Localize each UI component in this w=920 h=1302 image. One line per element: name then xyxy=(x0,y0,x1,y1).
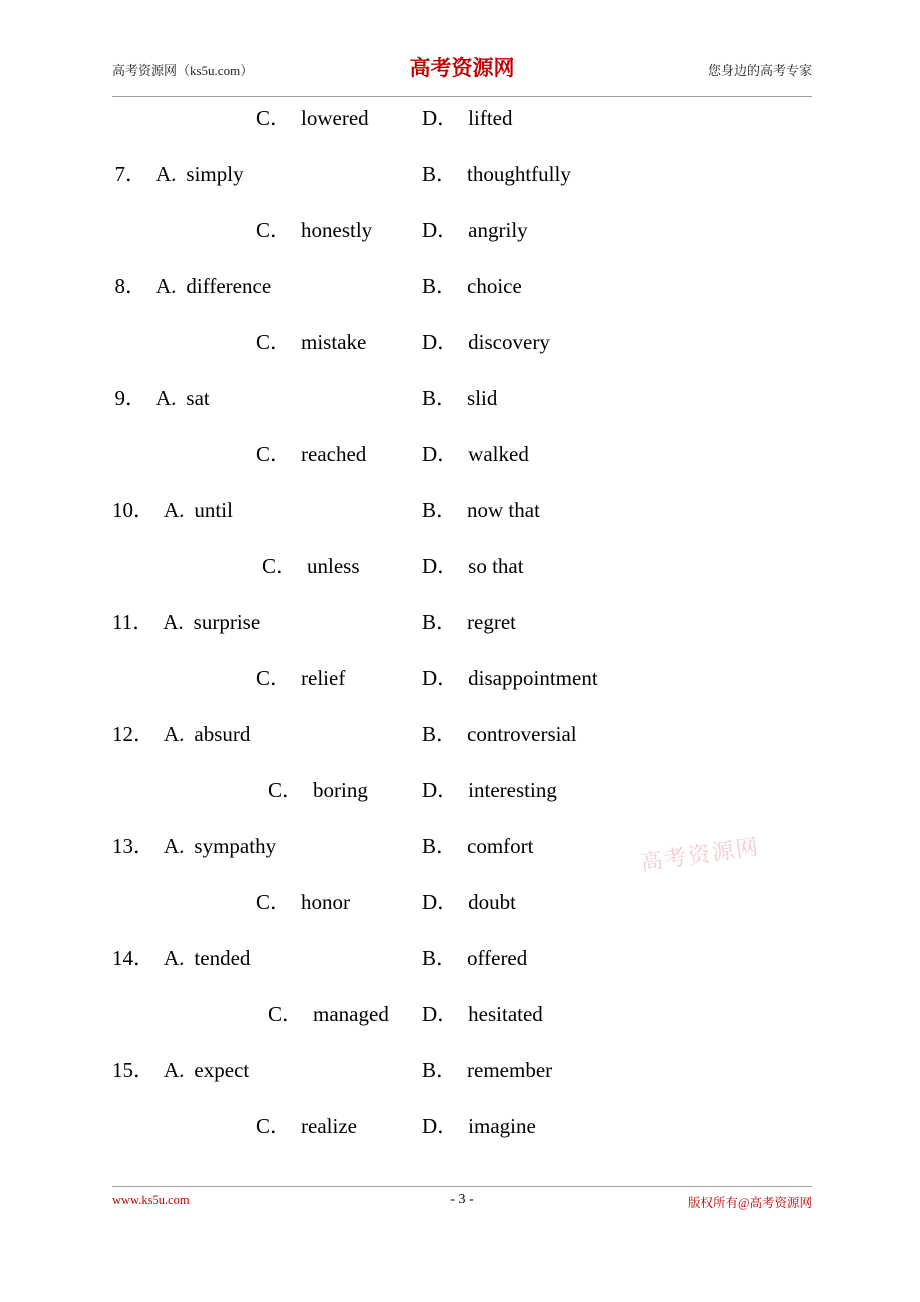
option-cell-right xyxy=(422,720,577,748)
option-cell-left xyxy=(224,776,368,804)
option-cell-left xyxy=(212,664,345,692)
option-letter: D． xyxy=(422,778,459,802)
option-cell-right xyxy=(422,664,598,692)
option-cell-right xyxy=(422,552,524,580)
header-site-name: 高考资源网（ks5u.com） xyxy=(112,63,254,78)
option-letter: B． xyxy=(422,386,458,410)
option-letter: B． xyxy=(422,162,458,186)
option-letter: B． xyxy=(422,274,458,298)
option-cell-left xyxy=(212,1112,357,1140)
option-text: imagine xyxy=(468,1114,536,1138)
footer-copyright: 版权所有@高考资源网 xyxy=(687,1196,812,1210)
header-logo-text: 高考资源网 xyxy=(409,56,515,80)
option-cell-right xyxy=(422,1112,536,1140)
question-number: 8． xyxy=(114,274,146,298)
question-option-row xyxy=(112,104,812,160)
option-letter: C． xyxy=(256,666,292,690)
option-letter: A. xyxy=(156,162,177,186)
option-letter: A. xyxy=(164,834,185,858)
footer-url: www.ks5u.com xyxy=(112,1193,190,1207)
option-text: doubt xyxy=(468,890,517,914)
question-option-row xyxy=(112,552,812,608)
option-letter: D． xyxy=(422,1114,459,1138)
option-text: relief xyxy=(301,666,346,690)
option-text: choice xyxy=(467,274,522,298)
option-cell-left xyxy=(112,384,210,412)
option-cell-right xyxy=(422,160,571,188)
option-letter: A. xyxy=(164,498,185,522)
option-letter: C． xyxy=(268,778,304,802)
option-letter: B． xyxy=(422,946,458,970)
question-option-row xyxy=(112,664,812,720)
option-cell-right xyxy=(422,328,550,356)
option-letter: C． xyxy=(256,218,292,242)
option-letter: D． xyxy=(422,666,459,690)
option-letter: C． xyxy=(256,442,292,466)
option-cell-left xyxy=(112,272,271,300)
option-text: absurd xyxy=(194,722,251,746)
question-option-row xyxy=(112,720,812,776)
question-option-row xyxy=(112,216,812,272)
option-cell-right xyxy=(422,104,513,132)
option-text: interesting xyxy=(468,778,557,802)
question-option-row xyxy=(112,832,812,888)
option-text: until xyxy=(194,498,233,522)
footer-page-number: - 3 - xyxy=(450,1192,474,1207)
option-letter: D． xyxy=(422,218,459,242)
option-letter: D． xyxy=(422,106,459,130)
option-cell-left xyxy=(112,720,250,748)
question-number: 14． xyxy=(112,946,154,970)
option-letter: A. xyxy=(163,610,184,634)
option-text: realize xyxy=(301,1114,357,1138)
question-option-row xyxy=(112,944,812,1000)
option-text: now that xyxy=(467,498,540,522)
option-cell-right xyxy=(422,944,527,972)
option-letter: C． xyxy=(256,890,292,914)
option-letter: D． xyxy=(422,554,459,578)
option-letter: B． xyxy=(422,834,458,858)
option-letter: B． xyxy=(422,1058,458,1082)
question-number: 15． xyxy=(112,1058,154,1082)
option-cell-right xyxy=(422,832,534,860)
watermark-text: 高考资源网 xyxy=(638,833,762,876)
option-text: comfort xyxy=(467,834,534,858)
question-number: 9． xyxy=(114,386,146,410)
option-letter: C． xyxy=(262,554,298,578)
option-cell-right xyxy=(422,1056,552,1084)
question-option-row xyxy=(112,272,812,328)
option-letter: A. xyxy=(164,722,185,746)
option-letter: D． xyxy=(422,1002,459,1026)
option-text: surprise xyxy=(193,610,261,634)
question-number: 10． xyxy=(112,498,154,522)
question-option-row xyxy=(112,160,812,216)
option-letter: C． xyxy=(256,1114,292,1138)
option-text: reached xyxy=(301,442,367,466)
question-number: 12． xyxy=(112,722,154,746)
header-slogan: 您身边的高考专家 xyxy=(707,63,812,78)
question-option-row xyxy=(112,440,812,496)
question-option-row xyxy=(112,1000,812,1056)
option-text: controversial xyxy=(467,722,577,746)
option-text: unless xyxy=(307,554,360,578)
option-text: angrily xyxy=(468,218,528,242)
option-cell-left xyxy=(218,552,360,580)
option-text: lifted xyxy=(468,106,513,130)
question-option-row xyxy=(112,776,812,832)
page-header xyxy=(112,52,812,97)
option-text: walked xyxy=(468,442,529,466)
option-letter: C． xyxy=(268,1002,304,1026)
option-letter: A. xyxy=(164,946,185,970)
question-option-row xyxy=(112,608,812,664)
option-cell-right xyxy=(422,496,540,524)
question-option-row xyxy=(112,888,812,944)
option-letter: A. xyxy=(156,386,177,410)
page-footer xyxy=(112,1186,812,1217)
option-cell-right xyxy=(422,608,516,636)
option-cell-left xyxy=(224,1000,389,1028)
option-cell-left xyxy=(112,608,260,636)
option-text: lowered xyxy=(301,106,369,130)
option-cell-right xyxy=(422,776,557,804)
option-cell-right xyxy=(422,440,529,468)
option-text: tended xyxy=(194,946,251,970)
option-letter: A. xyxy=(164,1058,185,1082)
option-cell-right xyxy=(422,272,522,300)
option-letter: B． xyxy=(422,610,458,634)
option-text: discovery xyxy=(468,330,550,354)
option-text: slid xyxy=(467,386,498,410)
option-text: remember xyxy=(467,1058,553,1082)
option-text: hesitated xyxy=(468,1002,543,1026)
question-list xyxy=(112,104,812,1168)
option-text: disappointment xyxy=(468,666,598,690)
option-text: mistake xyxy=(301,330,367,354)
option-cell-right xyxy=(422,888,516,916)
option-text: expect xyxy=(194,1058,250,1082)
option-text: simply xyxy=(186,162,244,186)
option-letter: D． xyxy=(422,442,459,466)
option-cell-left xyxy=(112,832,276,860)
option-letter: D． xyxy=(422,890,459,914)
option-text: offered xyxy=(467,946,528,970)
option-text: sympathy xyxy=(194,834,277,858)
option-letter: C． xyxy=(256,330,292,354)
question-number: 11． xyxy=(112,610,154,634)
option-text: so that xyxy=(468,554,524,578)
option-letter: D． xyxy=(422,330,459,354)
question-option-row xyxy=(112,384,812,440)
option-cell-left xyxy=(212,104,369,132)
option-text: honestly xyxy=(301,218,373,242)
option-cell-left xyxy=(212,888,350,916)
question-option-row xyxy=(112,1112,812,1168)
option-cell-left xyxy=(112,944,250,972)
option-cell-left xyxy=(212,216,372,244)
option-letter: B． xyxy=(422,498,458,522)
option-letter: A. xyxy=(156,274,177,298)
option-cell-right xyxy=(422,384,497,412)
option-text: boring xyxy=(313,778,368,802)
option-letter: C． xyxy=(256,106,292,130)
option-text: sat xyxy=(186,386,210,410)
option-text: managed xyxy=(313,1002,389,1026)
option-text: thoughtfully xyxy=(467,162,571,186)
option-text: honor xyxy=(301,890,351,914)
option-text: regret xyxy=(467,610,516,634)
option-cell-left xyxy=(212,328,366,356)
question-number: 13． xyxy=(112,834,154,858)
option-cell-left xyxy=(212,440,366,468)
question-number: 7． xyxy=(114,162,146,186)
question-option-row xyxy=(112,1056,812,1112)
option-cell-left xyxy=(112,160,244,188)
option-cell-right xyxy=(422,1000,543,1028)
option-cell-right xyxy=(422,216,528,244)
option-cell-left xyxy=(112,496,233,524)
option-text: difference xyxy=(186,274,272,298)
option-cell-left xyxy=(112,1056,249,1084)
option-letter: B． xyxy=(422,722,458,746)
question-option-row xyxy=(112,496,812,552)
question-option-row xyxy=(112,328,812,384)
